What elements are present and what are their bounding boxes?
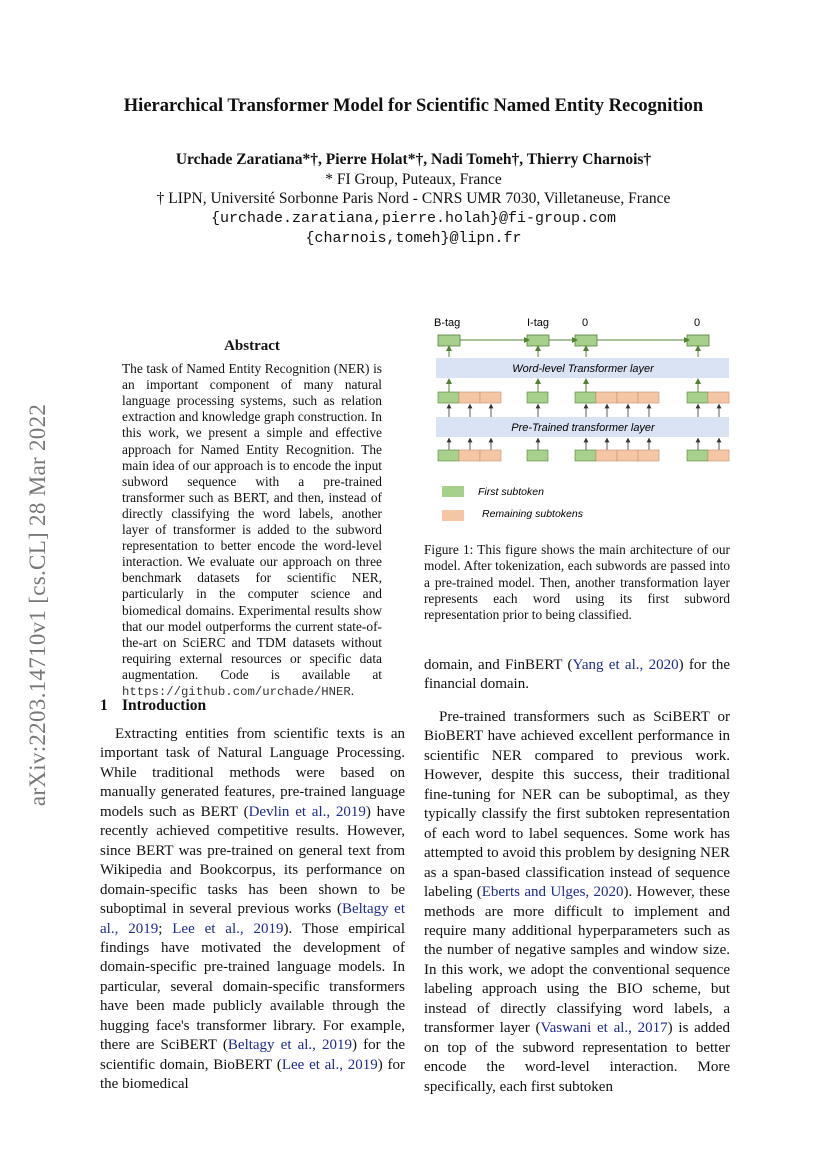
author-block (0, 150, 827, 249)
legend-first-label: First subtoken (478, 486, 544, 498)
abstract-heading: Abstract (224, 338, 280, 354)
architecture-figure (426, 310, 732, 535)
citation-beltagy[interactable]: Beltagy et al., 2019 (100, 901, 405, 937)
arxiv-identifier: arXiv:2203.14710v1 [cs.CL] 28 Mar 2022 (25, 403, 50, 807)
section-heading-introduction (100, 697, 206, 715)
affiliation-fi-group: * FI Group, Puteaux, France (325, 170, 502, 188)
body-text: ). Those empirical findings have motivated the development of domain-specific pre-trained language models. In particular, several domain-specific transformers have been made publicly available through the hugging face's transformer library. For example, there are SciBERT ( (100, 920, 405, 1054)
arxiv-sidebar (23, 355, 53, 855)
abstract-end: . (350, 682, 355, 698)
citation-lee-2[interactable]: Lee et al., 2019 (281, 1056, 378, 1073)
legend-first-swatch (442, 486, 464, 497)
paper-title: Hierarchical Transformer Model for Scientific Named Entity Recognition (123, 96, 704, 116)
output-box-4 (687, 335, 709, 346)
legend-remaining-swatch (442, 510, 464, 521)
citation-beltagy-2[interactable]: Beltagy et al., 2019 (227, 1037, 352, 1054)
output-box-3 (575, 335, 597, 346)
label-i-tag: I-tag (527, 317, 550, 329)
email-fi-group: {urchade.zaratiana,pierre.holah}@fi-group.com (210, 210, 617, 228)
citation-eberts[interactable]: Eberts and Ulges, 2020 (481, 884, 624, 901)
architecture-diagram (426, 310, 732, 535)
body-text: Pre-trained transformers such as SciBERT or BioBERT have achieved excellent performance in scientific NER compared to previous work. However, despite this success, their traditional fine-tuning for NER can be suboptimal, as they typically classify the first subtoken representation of each word to label sequences. Some work has attempted to avoid this problem by designing NER as a span-based classification instead of sequence labeling ( (424, 709, 730, 901)
intro-paragraph-1-continued (424, 656, 730, 695)
body-text: ) is added on top of the subword representation to better encode the word-level interaction. More specifically, each first subtoken (424, 1020, 730, 1095)
affiliation-lipn: † LIPN, Université Sorbonne Paris Nord - CNRS UMR 7030, Villetaneuse, France (156, 190, 671, 208)
citation-lee[interactable]: Lee et al., 2019 (172, 920, 284, 937)
legend-remaining-label: Remaining subtokens (482, 508, 583, 520)
label-o-2: 0 (694, 317, 701, 329)
body-text: domain, and FinBERT ( (424, 657, 573, 673)
citation-vaswani[interactable]: Vaswani et al., 2017 (540, 1020, 668, 1037)
pre-trained-layer-label: Pre-Trained transformer layer (511, 422, 655, 434)
author-names: Urchade Zaratiana*†, Pierre Holat*†, Nadi Tomeh†, Thierry Charnois† (175, 151, 652, 168)
output-box-2 (527, 335, 549, 346)
email-lipn: {charnois,tomeh}@lipn.fr (305, 229, 522, 247)
section-number: 1 (100, 697, 108, 714)
output-box-1 (438, 335, 460, 346)
figure-caption: Figure 1: This figure shows the main architecture of our model. After tokenization, each subwords are passed into a pre-trained model. Then, another transformation layer represents each word using its first subword representation prior to being classified. (424, 542, 730, 623)
body-text: ; (158, 920, 173, 937)
body-text: ). However, these methods are more difficult to implement and require many additional hyperparameters such as the number of negative samples and window size. In this work, we adopt the conventional sequence labeling approach using the BIO scheme, but instead of directly classifying word labels, a transformer layer ( (424, 884, 730, 1037)
citation-devlin[interactable]: Devlin et al., 2019 (248, 803, 366, 820)
code-link[interactable]: https://github.com/urchade/HNER (122, 684, 351, 699)
abstract (122, 338, 382, 700)
abstract-text: The task of Named Entity Recognition (NER) is an important component of many natural language processing systems, such as relation extraction and knowledge graph construction. In this work, we present a simple and effective approach for Named Entity Recognition. The main idea of our approach is to encode the input subword sequence with a pre-trained transformer such as BERT, and then, instead of directly classifying the word labels, another layer of transformer is added to the subword representation to better encode the word-level interaction. We evaluate our approach on three benchmark datasets for scientific NER, particularly in the computer science and biomedical domains. Experimental results show that our model outperforms the current state-of-the-art on SciERC and TDM datasets without requiring external resources or specific data augmentation. Code is available at (122, 361, 382, 682)
body-text: ) have recently achieved competitive results. However, since BERT was pre-trained on general text from Wikipedia and Bookcorpus, its performance on domain-specific tasks has been shown to be suboptimal in several previous works ( (100, 803, 405, 918)
hidden-token-row (438, 392, 729, 403)
section-title: Introduction (122, 697, 207, 714)
input-token-row (438, 450, 729, 461)
intro-paragraph-1 (100, 725, 405, 1095)
word-level-layer-label: Word-level Transformer layer (512, 363, 654, 375)
citation-yang[interactable]: Yang et al., 2020 (572, 657, 679, 673)
body-text: Extracting entities from scientific texts is an important task of Natural Language Processing. While traditional methods were based on manually generated features, pre-trained language models such as BERT ( (100, 726, 405, 820)
intro-paragraph-2 (424, 708, 730, 1097)
label-b-tag: B-tag (434, 317, 461, 329)
body-text: ) for the financial domain. (424, 657, 731, 693)
body-text: ) for the biomedical (100, 1056, 405, 1093)
label-o-1: 0 (582, 317, 589, 329)
body-text: ) for the scientific domain, BioBERT ( (100, 1037, 405, 1073)
